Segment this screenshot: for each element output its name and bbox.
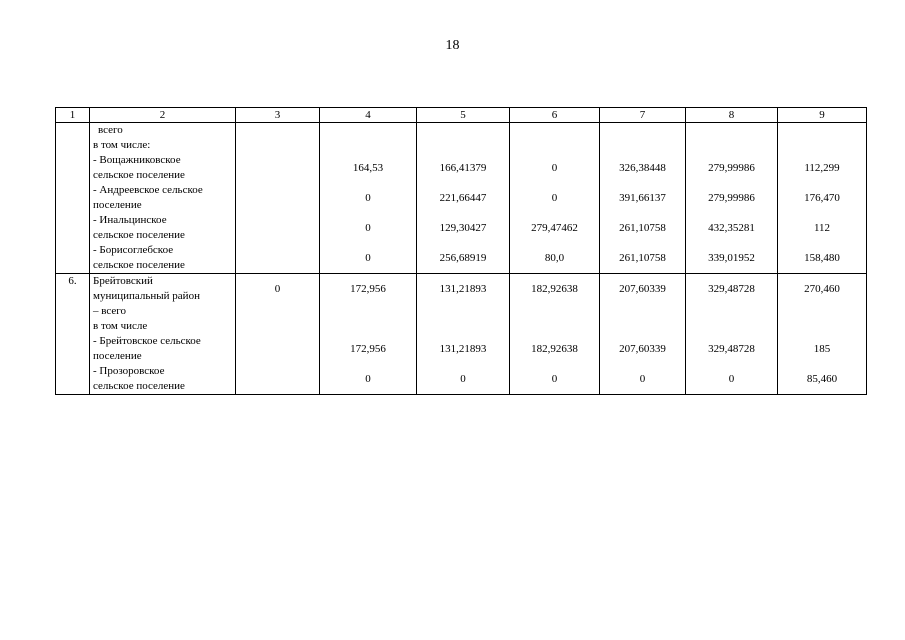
col3-cell bbox=[236, 274, 320, 395]
cell-value: 164,53 bbox=[352, 162, 384, 174]
col8-cell bbox=[686, 274, 778, 395]
cell-value: 129,30427 bbox=[439, 222, 487, 234]
cell-value: 176,470 bbox=[804, 192, 840, 204]
col6-cell bbox=[510, 274, 600, 395]
column-header: 3 bbox=[236, 108, 320, 123]
row-name-line: - Инальцинское bbox=[93, 214, 167, 226]
page-number: 18 bbox=[445, 38, 460, 53]
cell-value: 80,0 bbox=[544, 252, 565, 264]
column-header: 4 bbox=[320, 108, 417, 123]
column-header: 2 bbox=[90, 108, 236, 123]
col6-cell bbox=[510, 123, 600, 274]
cell-value: 0 bbox=[551, 162, 558, 174]
col9-cell bbox=[778, 123, 867, 274]
col9-cell bbox=[778, 274, 867, 395]
cell-value: 0 bbox=[365, 192, 371, 204]
row-name-cell bbox=[90, 274, 236, 395]
col3-cell bbox=[236, 123, 320, 274]
cell-value: 112,299 bbox=[804, 162, 840, 174]
cell-value: 0 bbox=[551, 192, 558, 204]
cell-value: 270,460 bbox=[804, 283, 840, 295]
cell-value: 339,01952 bbox=[708, 252, 755, 264]
row-name-line: – всего bbox=[93, 305, 127, 317]
cell-value: 279,47462 bbox=[531, 222, 578, 234]
cell-value: 0 bbox=[728, 373, 735, 385]
cell-value: 432,35281 bbox=[708, 222, 755, 234]
col8-cell bbox=[686, 123, 778, 274]
row-name-line: муниципальный район bbox=[93, 290, 200, 302]
col5-cell bbox=[417, 123, 510, 274]
financing-table bbox=[55, 107, 867, 395]
cell-value: 207,60339 bbox=[619, 343, 666, 355]
cell-value: 279,99986 bbox=[708, 162, 755, 174]
cell-value: 0 bbox=[639, 373, 646, 385]
col5-cell bbox=[417, 274, 510, 395]
row-name-line: - Андреевское сельское bbox=[93, 184, 203, 196]
row-name-line: - Прозоровское bbox=[93, 365, 165, 377]
column-header: 9 bbox=[778, 108, 867, 123]
column-header: 1 bbox=[56, 108, 90, 123]
row-index: 6. bbox=[56, 274, 90, 395]
cell-value: 166,41379 bbox=[439, 162, 487, 174]
row-index bbox=[56, 123, 90, 274]
row-name-line: сельское поселение bbox=[93, 380, 185, 392]
cell-value: 261,10758 bbox=[619, 222, 666, 234]
column-header: 7 bbox=[600, 108, 686, 123]
cell-value: 0 bbox=[460, 373, 466, 385]
cell-value: 0 bbox=[551, 373, 558, 385]
column-header: 5 bbox=[417, 108, 510, 123]
row-name-line: всего bbox=[98, 124, 123, 136]
column-header: 8 bbox=[686, 108, 778, 123]
cell-value: 207,60339 bbox=[619, 283, 666, 295]
row-name-line: поселение bbox=[93, 350, 142, 362]
column-number-row bbox=[56, 108, 867, 123]
cell-value: 0 bbox=[365, 252, 371, 264]
cell-value: 112 bbox=[813, 222, 831, 234]
cell-value: 158,480 bbox=[804, 252, 840, 264]
cell-value: 182,92638 bbox=[531, 283, 578, 295]
row-name-line: сельское поселение bbox=[93, 229, 185, 241]
cell-value: 0 bbox=[274, 283, 281, 295]
col4-cell bbox=[320, 274, 417, 395]
cell-value: 261,10758 bbox=[619, 252, 666, 264]
row-name-line: поселение bbox=[93, 199, 142, 211]
cell-value: 172,956 bbox=[350, 283, 386, 295]
row-name-line: в том числе bbox=[93, 320, 148, 332]
cell-value: 279,99986 bbox=[708, 192, 755, 204]
column-header: 6 bbox=[510, 108, 600, 123]
cell-value: 0 bbox=[365, 222, 371, 234]
cell-value: 172,956 bbox=[350, 343, 386, 355]
row-name-line: - Брейтовское сельское bbox=[93, 335, 201, 347]
cell-value: 256,68919 bbox=[439, 252, 487, 264]
row-name-line: сельское поселение bbox=[93, 259, 185, 271]
row-name-line: Брейтовский bbox=[93, 275, 153, 287]
col7-cell bbox=[600, 123, 686, 274]
col4-cell bbox=[320, 123, 417, 274]
cell-value: 221,66447 bbox=[439, 192, 487, 204]
cell-value bbox=[236, 123, 319, 153]
row-name-line: в том числе: bbox=[93, 139, 151, 151]
cell-value: 185 bbox=[813, 343, 831, 355]
col7-cell bbox=[600, 274, 686, 395]
cell-value: 329,48728 bbox=[708, 283, 755, 295]
row-name-line: сельское поселение bbox=[93, 169, 185, 181]
table-row bbox=[56, 123, 867, 274]
cell-value: 0 bbox=[365, 373, 371, 385]
row-name-line: - Вощажниковское bbox=[93, 154, 181, 166]
cell-value: 329,48728 bbox=[708, 343, 755, 355]
cell-value: 131,21893 bbox=[439, 283, 487, 295]
cell-value: 326,38448 bbox=[619, 162, 666, 174]
row-name-line: - Борисоглебское bbox=[93, 244, 174, 256]
table-row bbox=[56, 274, 867, 395]
row-name-cell bbox=[90, 123, 236, 274]
cell-value: 391,66137 bbox=[619, 192, 666, 204]
cell-value: 85,460 bbox=[806, 373, 838, 385]
cell-value: 182,92638 bbox=[531, 343, 578, 355]
cell-value: 131,21893 bbox=[439, 343, 487, 355]
